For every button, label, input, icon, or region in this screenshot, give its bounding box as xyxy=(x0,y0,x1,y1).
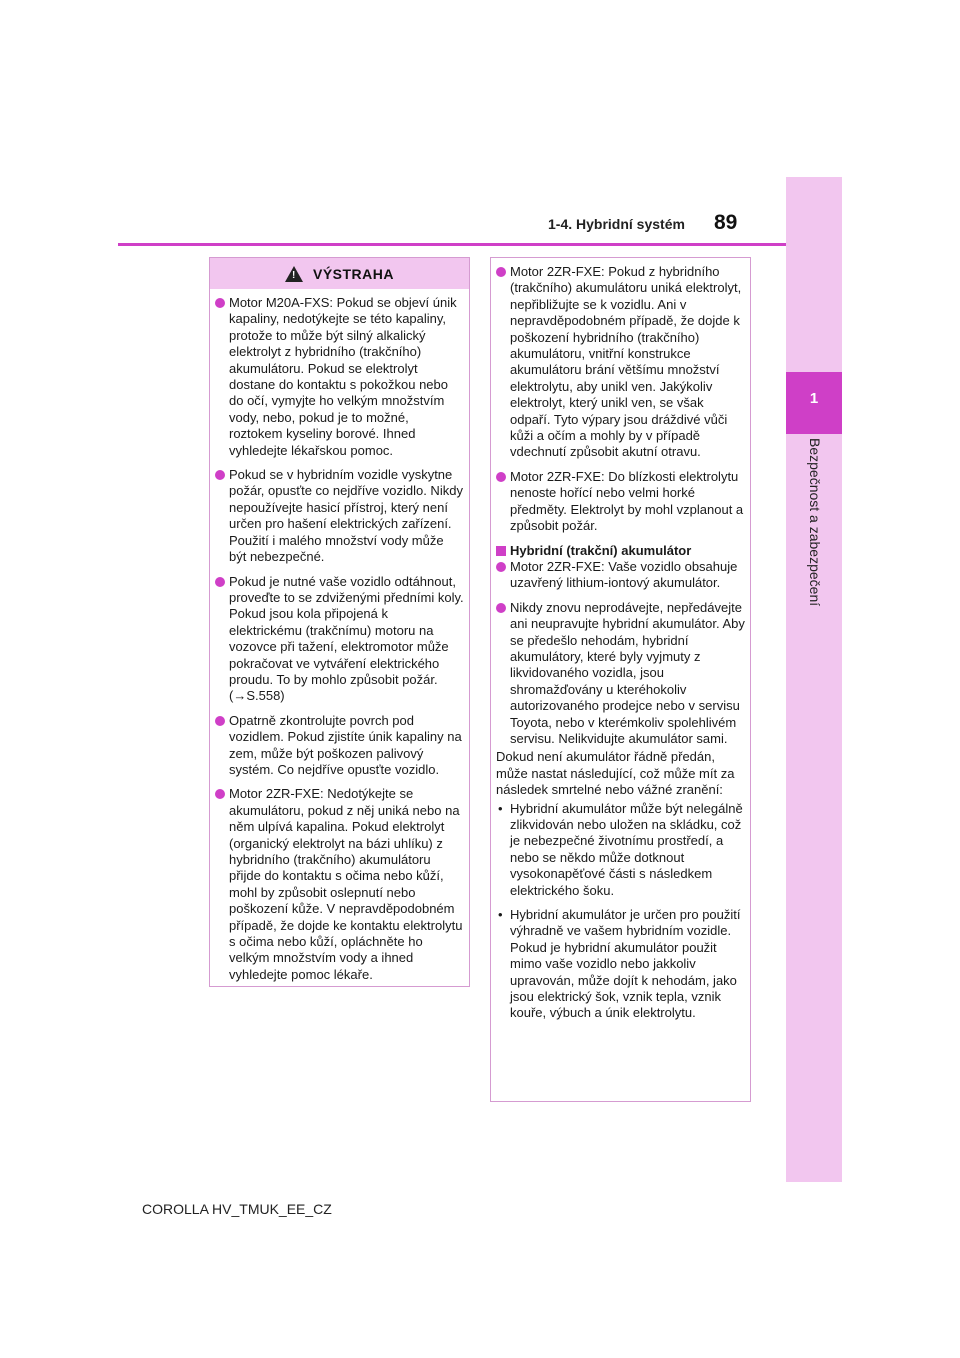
side-tab-label-wrap xyxy=(786,438,842,858)
page-number: 89 xyxy=(714,211,738,234)
list-item: Pokud se v hybridním vozidle vyskytne požár, opusťte co nejdříve vozidlo. Nikdy nepoužívejte hasicí přístroj, který není určen pro hašení elektrických zařízení. Použití i malého množství vody může být nebezpečné. xyxy=(215,467,464,565)
warning-content xyxy=(210,289,469,983)
list-item: Nikdy znovu neprodávejte, nepředávejte ani neupravujte hybridní akumulátor. Aby se předešlo nehodám, hybridní akumulátory, které byly vyjmuty z likvidovaného vozidla, jsou shromažďovány u kteréhokoliv autorizovaného prodejce nebo v servisu Toyota, nebo v kterémkoliv spolehlivém servisu. Nelikvidujte akumulátor sami. xyxy=(496,600,745,748)
bullet-dot-icon xyxy=(496,603,506,613)
warning-content-continued xyxy=(491,258,750,1022)
paragraph: Dokud není akumulátor řádně předán, může nastat následující, což může mít za následek smrtelné nebo vážné zranění: xyxy=(496,749,735,798)
bullet-dot-icon xyxy=(215,789,225,799)
square-bullet-icon xyxy=(496,546,506,556)
list-item: Motor 2ZR-FXE: Vaše vozidlo obsahuje uzavřený lithium-iontový akumulátor. xyxy=(496,559,745,592)
bullet-dot-icon xyxy=(215,577,225,587)
list-item: Motor 2ZR-FXE: Pokud z hybridního (trakčního) akumulátoru uniká elektrolyt, nepřibližujte se k vozidlu. Ani v nepravděpodobném případě, že dojde k poškození hybridního (trakčního) akumulátoru, vnitřní konstrukce akumulátoru brání většímu množství elektrolytu, aby unikl ven. Jakýkoliv elektrolyt, který unikl ven, se však odpaří. Tyto výpary jsou dráždivé vůči kůži a očím a mohly by v případě vdechnutí způsobit akutní otravu. xyxy=(496,264,745,461)
list-item: Motor 2ZR-FXE: Do blízkosti elektrolytu nenoste hořící nebo velmi horké předměty. Elektrolyt by mohl vzplanout a způsobit požár. xyxy=(496,469,745,535)
bullet-dot-icon xyxy=(215,470,225,480)
side-tab-label: Bezpečnost a zabezpečení xyxy=(807,438,823,607)
bullet-dot-icon xyxy=(496,472,506,482)
bullet-dot-icon xyxy=(496,562,506,572)
warning-title: VÝSTRAHA xyxy=(312,265,394,282)
header-rule xyxy=(118,243,786,246)
bullet-dot-icon xyxy=(215,298,225,308)
bullet-dot-icon xyxy=(496,267,506,277)
section-title: 1-4. Hybridní systém xyxy=(548,216,685,232)
list-item: Motor M20A-FXS: Pokud se objeví únik kapaliny, nedotýkejte se této kapaliny, protože to může být silný alkalický elektrolyt z hybridního (trakčního) akumulátoru. Pokud se elektrolyt dostane do kontaktu s pokožkou nebo do očí, vymyjte ho velkým množstvím vody, nebo, pokud je to možné, roztokem kyseliny borové. Ihned vyhledejte lékařskou pomoc. xyxy=(215,295,464,459)
list-item: Opatrně zkontrolujte povrch pod vozidlem. Pokud zjistíte únik kapaliny na zem, může být poškozen palivový systém. Co nejdříve opusťte vozidlo. xyxy=(215,713,464,779)
bullet-item: • Hybridní akumulátor je určen pro použití výhradně ve vašem hybridním vozidle. Pokud je hybridní akumulátor použit mimo vaše vozidlo nebo jakkoliv upravován, může dojít k nehodám, jako jsou elektrický šok, vznik tepla, vznik kouře, výbuch a únik elektrolytu. xyxy=(498,907,741,1021)
subsection-heading: Hybridní (trakční) akumulátor xyxy=(496,543,745,559)
bullet-dot-icon xyxy=(215,716,225,726)
warning-box xyxy=(209,257,470,987)
warning-header xyxy=(210,258,469,289)
list-item: Motor 2ZR-FXE: Nedotýkejte se akumulátoru, pokud z něj uniká nebo na něm ulpívá kapalina. Pokud elektrolyt (organický elektrolyt na bázi uhlíku) z hybridního (trakčního) akumulátoru přijde do kontaktu s očima nebo kůží, mohl by způsobit oslepnutí nebo poškození kůže. V nepravděpodobném případě, že dojde ke kontaktu elektrolytu s očima nebo kůží, opláchněte ho velkým množstvím vody a ihned vyhledejte pomoc lékaře. xyxy=(215,786,464,983)
side-tab-number: 1 xyxy=(809,390,819,407)
list-item: Pokud je nutné vaše vozidlo odtáhnout, proveďte to se zdviženými předními koly. Pokud jsou kola připojená k elektrickému (trakčnímu) motoru na vozovce při tažení, elektromotor může pokračovat ve vytváření elektrického proudu. To by mohlo způsobit požár. (→S.558) xyxy=(215,574,464,705)
warning-box-continued xyxy=(490,257,751,1102)
footer-code: COROLLA HV_TMUK_EE_CZ xyxy=(142,1201,332,1217)
bullet-item: • Hybridní akumulátor může být nelegálně zlikvidován nebo uložen na skládku, což je nebezpečné životnímu prostředí, a nebo se někdo může dotknout vysokonapěťové části s následkem elektrického šoku. xyxy=(498,800,743,898)
warning-icon: ! xyxy=(285,266,303,282)
